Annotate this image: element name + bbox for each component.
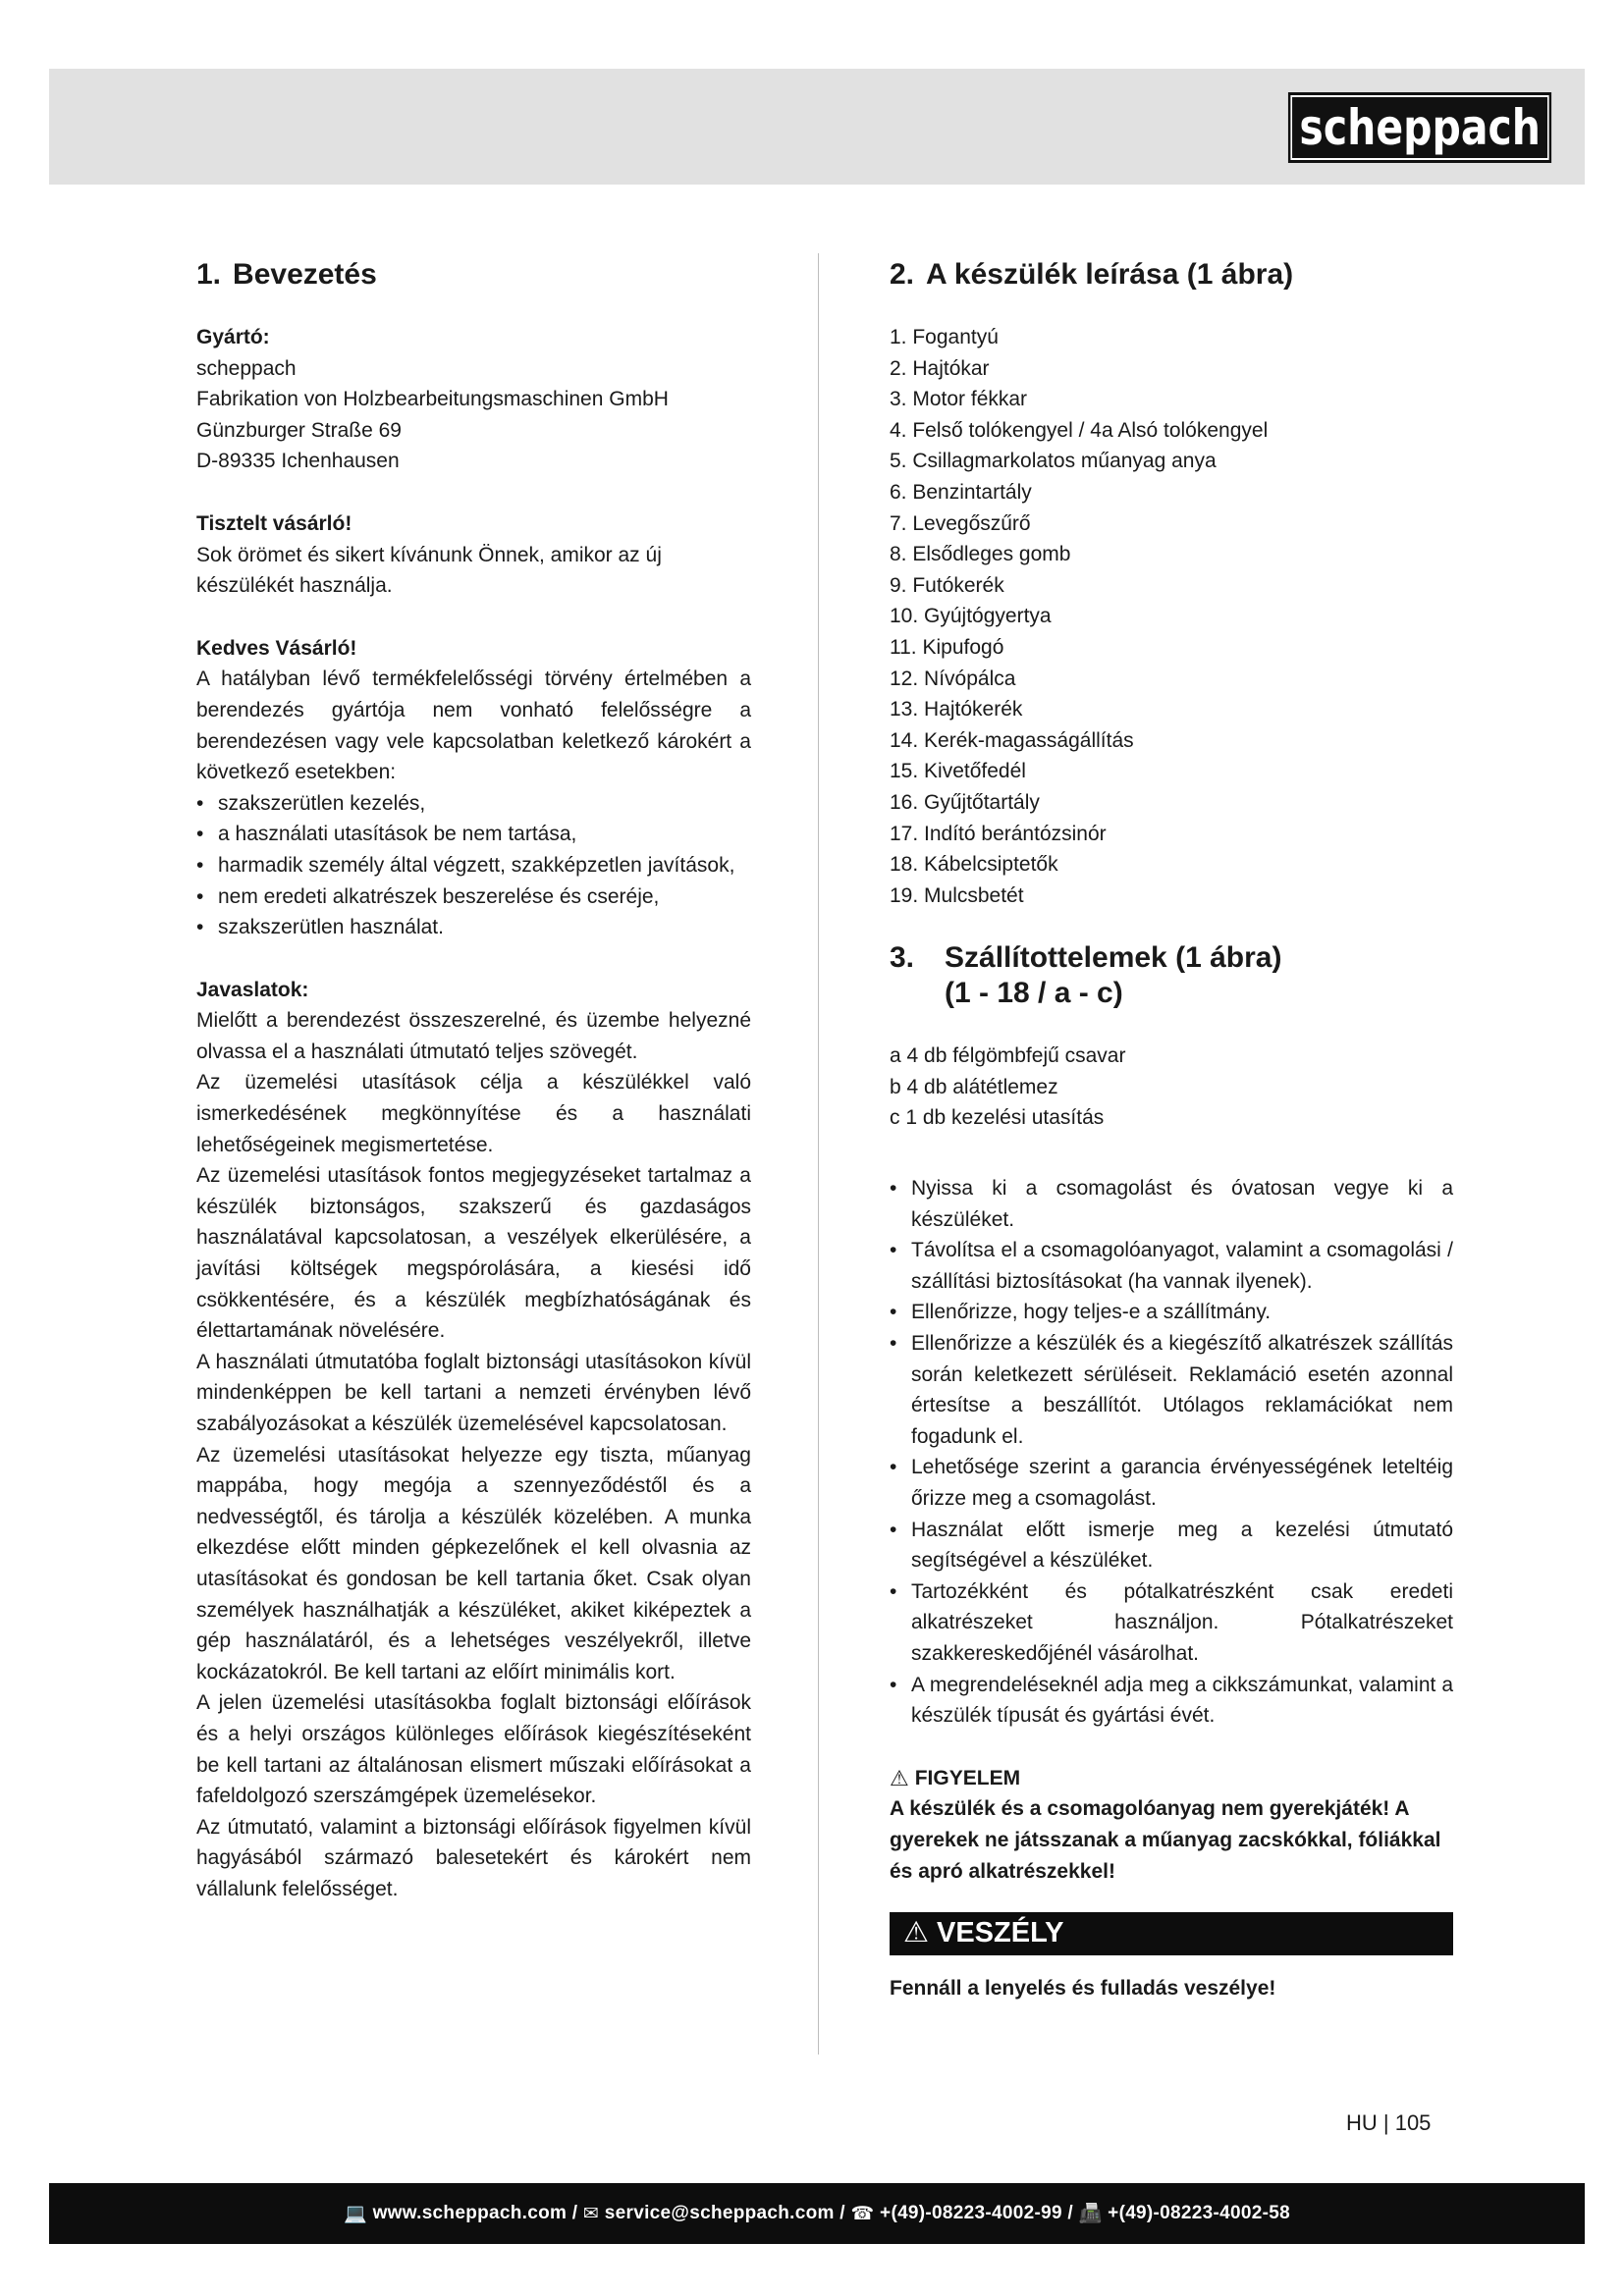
list-item: 11. Kipufogó [890, 635, 1004, 659]
manufacturer-line: scheppach [196, 356, 297, 380]
email-link[interactable]: service@scheppach.com / [604, 2203, 845, 2223]
danger-banner: ⚠ VESZÉLY [890, 1912, 1453, 1955]
greeting-label: Tisztelt vásárló! [196, 511, 352, 535]
recommendation-paragraph: Az üzemelési utasításokat helyezze egy tiszta, műanyag mappába, hogy megója a szennyeződéstől és a nedvességtől, és tárolja a készülék közelében. A munka elkezdése előtt minden gépkezelőnek el kell olvasnia az utasításokat és gondosan be kell tartania őket. Csak olyan személyek használhatják a készüléket, akiket kiképeztek a gép használatáról, és a lehetséges veszélyekről, illetve kockázatokról. Be kell tartani az előírt minimális kort. [196, 1443, 751, 1683]
greeting-text: Sok örömet és sikert kívánunk Önnek, amikor az új készülékét használja. [196, 543, 662, 598]
recommendation-paragraph: Az útmutató, valamint a biztonsági előírások figyelmen kívül hagyásából származó balesetekért és károkért nem vállalunk felelősséget. [196, 1815, 751, 1900]
section-heading-introduction: 1. Bevezetés [196, 258, 377, 291]
list-item: • Ellenőrizze a készülék és a kiegészítő alkatrészek szállítás során keletkezett sérüléseit. Reklamáció esetén azonnal értesítse a beszállítót. Utólagos reklamációkat nem fogadunk el. [890, 1328, 1453, 1452]
section-heading-delivery: 3. Szállítottelemek (1 ábra) (1 - 18 / a - c) [890, 941, 1282, 1010]
scheppach-logo: scheppach [1287, 92, 1551, 163]
delivery-item: a 4 db félgömbfejű csavar [890, 1044, 1126, 1068]
recommendation-paragraph: A jelen üzemelési utasításokba foglalt biztonsági előírások és a helyi országos különleges előírások kiegészítéseként be kell tartani az általánosan elismert műszaki előírásokat a fafeldolgozó szerszámgépek üzemelésekor. [196, 1691, 751, 1808]
list-item: 3. Motor fékkar [890, 388, 1028, 411]
list-item: 14. Kerék-magasságállítás [890, 728, 1134, 752]
list-item: 12. Nívópálca [890, 667, 1016, 690]
parts-list [890, 322, 1453, 911]
right-column [890, 257, 1453, 2004]
list-item: • a használati utasítások be nem tartása, [196, 819, 751, 850]
computer-icon: 💻 [344, 2204, 367, 2224]
delivery-item: b 4 db alátétlemez [890, 1075, 1058, 1098]
recommendation-paragraph: Az üzemelési utasítások célja a készülékkel való ismerkedésének megkönnyítése és a használati lehetőségeinek megismertetése. [196, 1071, 751, 1156]
list-item: • Lehetősége szerint a garancia érvényességének leteltéig őrizze meg a csomagolást. [890, 1452, 1453, 1514]
attention-text: A készülék és a csomagolóanyag nem gyerekjáték! A gyerekek ne játsszanak a műanyag zacskókkal, fóliákkal és apró alkatrészekkel! [890, 1797, 1441, 1883]
manufacturer-line: Günzburger Straße 69 [196, 418, 402, 442]
list-item: 6. Benzintartály [890, 480, 1032, 504]
list-item: 9. Futókerék [890, 573, 1004, 597]
list-item: • harmadik személy által végzett, szakképzetlen javítások, [196, 850, 751, 881]
list-item: 15. Kivetőfedél [890, 760, 1026, 783]
mail-icon: ✉ [582, 2203, 600, 2224]
list-item: 8. Elsődleges gomb [890, 543, 1071, 566]
phone-number: +(49)-08223-4002-99 / [880, 2203, 1074, 2223]
list-item: 10. Gyújtógyertya [890, 605, 1052, 628]
delivery-instructions-list [890, 1173, 1453, 1732]
recommendation-paragraph: Mielőtt a berendezést összeszerelné, és üzembe helyezné olvassa el a használati útmutató teljes szövegét. [196, 1009, 751, 1063]
liability-list [196, 788, 751, 943]
list-item: • szakszerütlen használat. [196, 912, 751, 943]
column-divider [818, 253, 819, 2055]
list-item: • Használat előtt ismerje meg a kezelési útmutató segítségével a készüléket. [890, 1515, 1453, 1576]
list-item: • Ellenőrizze, hogy teljes-e a szállítmány. [890, 1297, 1453, 1328]
fax-number: +(49)-08223-4002-58 [1108, 2203, 1290, 2223]
dear-customer-label: Kedves Vásárló! [196, 636, 357, 660]
list-item: • szakszerütlen kezelés, [196, 788, 751, 820]
list-item: 2. Hajtókar [890, 356, 990, 380]
list-item: 19. Mulcsbetét [890, 883, 1024, 907]
list-item: • Nyissa ki a csomagolást és óvatosan vegye ki a készüléket. [890, 1173, 1453, 1235]
left-column [196, 257, 751, 1905]
manufacturer-label: Gyártó: [196, 326, 270, 348]
list-item: • nem eredeti alkatrészek beszerelése és cseréje, [196, 881, 751, 913]
delivery-item: c 1 db kezelési utasítás [890, 1106, 1105, 1130]
header-band [49, 69, 1585, 185]
list-item: 17. Indító berántózsinór [890, 822, 1107, 845]
list-item: 18. Kábelcsiptetők [890, 853, 1058, 877]
fax-icon: 📠 [1078, 2204, 1103, 2224]
manufacturer-line: Fabrikation von Holzbearbeitungsmaschinen GmbH [196, 388, 669, 411]
list-item: 4. Felső tolókengyel / 4a Alsó tolókengyel [890, 418, 1269, 442]
phone-icon: ☎ [850, 2203, 875, 2224]
footer-contact-bar [49, 2183, 1585, 2244]
warning-triangle-icon: ⚠ [903, 1917, 929, 1949]
liability-text: A hatályban lévő termékfelelősségi törvény értelmében a berendezés gyártója nem vonható felelősségre a berendezésen vagy vele kapcsolatban keletkező károkért a következő esetekben: [196, 667, 751, 784]
recommendation-paragraph: A használati útmutatóba foglalt biztonsági utasításokon kívül mindenképpen be kell tartani a nemzeti érvényben lévő szabályozásokat a készülék üzemelésével kapcsolatosan. [196, 1350, 751, 1435]
list-item: 13. Hajtókerék [890, 698, 1023, 721]
attention-heading: ⚠ FIGYELEM [890, 1763, 1453, 1794]
list-item: • Távolítsa el a csomagolóanyagot, valamint a csomagolási / szállítási biztosításokat (ha vannak ilyenek). [890, 1235, 1453, 1297]
list-item: • Tartozékként és pótalkatrészként csak eredeti alkatrészeket használjon. Pótalkatrészeket szakkereskedőjénél vásárolhat. [890, 1576, 1453, 1670]
list-item: 7. Levegőszűrő [890, 511, 1031, 535]
danger-text: Fennáll a lenyelés és fulladás veszélye! [890, 1977, 1276, 2001]
page-number: HU | 105 [1346, 2110, 1432, 2135]
section-heading-device-description: 2. A készülék leírása (1 ábra) [890, 258, 1294, 291]
recommendation-paragraph: Az üzemelési utasítások fontos megjegyzéseket tartalmaz a készülék biztonságos, szakszerű és gazdaságos használatával kapcsolatosan, a veszélyek elkerülésére, a javítási költségek megspórolására, a kiesési idő csökkentésére, és a készülék megbízhatóságának és élettartamának növelésére. [196, 1164, 751, 1343]
manufacturer-line: D-89335 Ichenhausen [196, 450, 400, 473]
recommendations-label: Javaslatok: [196, 978, 309, 1001]
list-item: 5. Csillagmarkolatos műanyag anya [890, 450, 1217, 473]
list-item: 16. Gyűjtőtartály [890, 790, 1040, 814]
list-item: 1. Fogantyú [890, 326, 999, 348]
list-item: • A megrendeléseknél adja meg a cikkszámunkat, valamint a készülék típusát és gyártási évét. [890, 1670, 1453, 1732]
warning-triangle-icon: ⚠ [890, 1765, 909, 1790]
website-link[interactable]: www.scheppach.com / [372, 2203, 578, 2223]
